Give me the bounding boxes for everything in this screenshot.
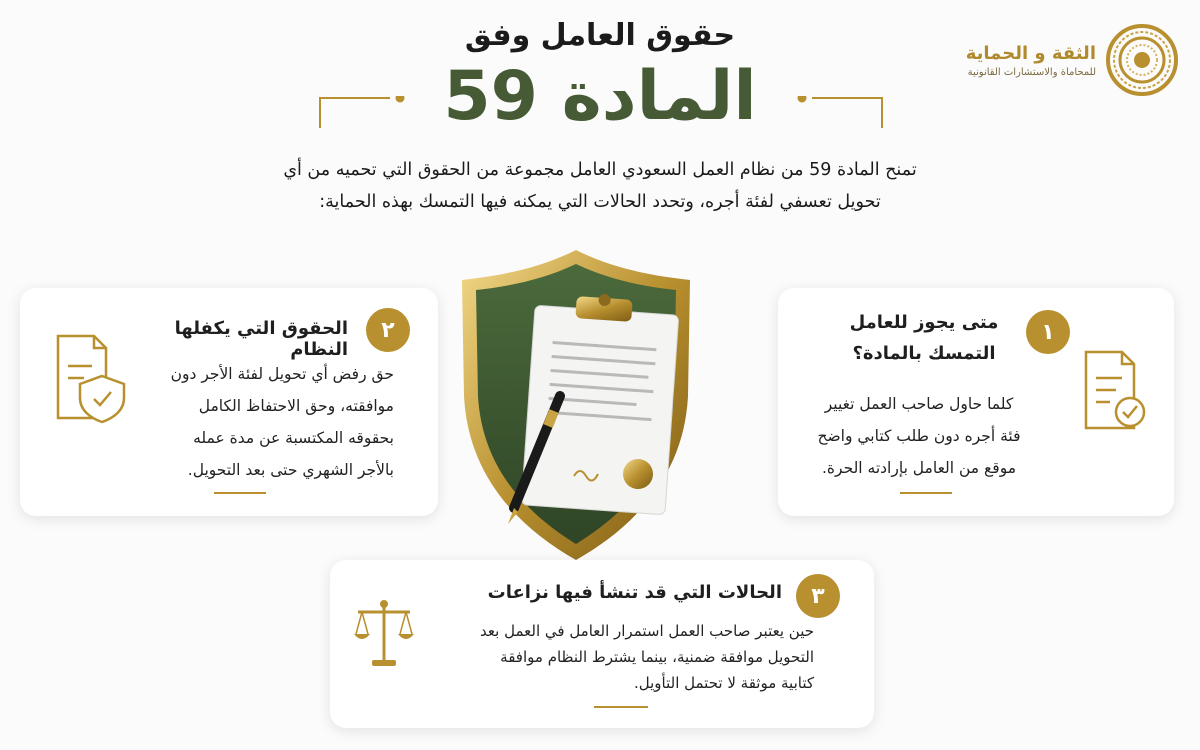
card-1-title-line-2: التمسك بالمادة؟ <box>852 343 996 364</box>
card-3-body-line-2: التحويل موافقة ضمنية، بينما يشترط النظام موافقة <box>500 648 814 666</box>
brand-tagline: للمحاماة والاستشارات القانونية <box>967 66 1096 78</box>
card-number-badge: ٢ <box>366 308 410 352</box>
card-number-badge: ١ <box>1026 310 1070 354</box>
brand-name: الثقة و الحماية <box>965 42 1096 64</box>
card-1-title-line-1: متى يجوز للعامل <box>849 312 999 333</box>
card-2-body-line-2: موافقته، وحق الاحتفاظ الكامل <box>198 397 394 415</box>
page-title: المادة 59 <box>443 57 757 136</box>
card-2-title: الحقوق التي يكفلها النظام <box>174 318 348 360</box>
card-3-title: الحالات التي قد تنشأ فيها نزاعات <box>487 582 782 603</box>
document-check-icon <box>1080 348 1148 432</box>
intro-paragraph: تمنح المادة 59 من نظام العمل السعودي العامل مجموعة من الحقوق التي تحميه من أي تحويل تعسفي لفئة أجره، وتحدد الحالات التي يمكنه فيها التمسك بهذه الحماية: <box>283 160 917 212</box>
card-divider <box>594 706 648 708</box>
card-2-body-line-4: بالأجر الشهري حتى بعد التحويل. <box>187 461 394 479</box>
card-divider <box>900 492 952 494</box>
document-shield-icon <box>50 332 130 424</box>
title-ornament-left <box>318 96 408 130</box>
shield-clipboard-illustration <box>456 246 696 564</box>
card-1-body-line-2: فئة أجره دون طلب كتابي واضح <box>817 427 1021 445</box>
title-line-1: حقوق العامل وفق <box>464 18 736 53</box>
card-3-body-line-1: حين يعتبر صاحب العمل استمرار العامل في العمل بعد <box>480 622 814 640</box>
card-2-body-line-1: حق رفض أي تحويل لفئة الأجر دون <box>170 365 394 383</box>
title-ornament-right <box>768 96 888 130</box>
card-2-body-line-3: بحقوقه المكتسبة عن مدة عمله <box>193 429 394 447</box>
card-divider <box>214 492 266 494</box>
card-1-body-line-1: كلما حاول صاحب العمل تغيير <box>824 395 1014 413</box>
scales-icon <box>352 594 416 670</box>
info-card-2 <box>20 288 438 516</box>
info-card-3 <box>330 560 874 728</box>
card-number-badge: ٣ <box>796 574 840 618</box>
card-3-body-line-3: كتابية موثقة لا تحتمل التأويل. <box>634 674 814 692</box>
card-1-body-line-3: موقع من العامل بإرادته الحرة. <box>821 459 1017 477</box>
info-card-1 <box>778 288 1174 516</box>
